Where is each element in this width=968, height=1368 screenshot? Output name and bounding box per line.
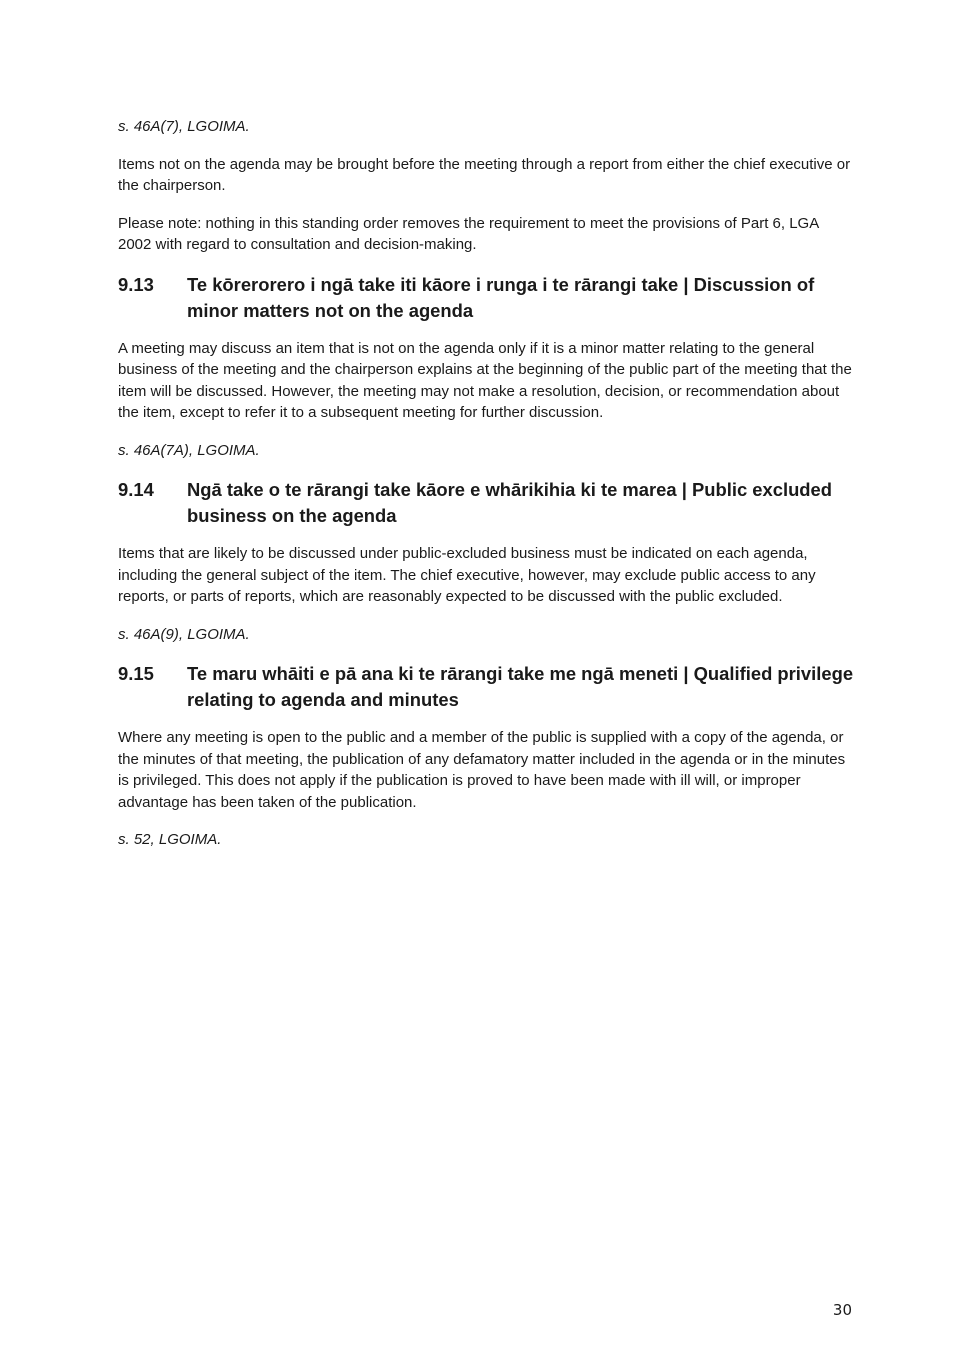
paragraph-public-excluded: Items that are likely to be discussed under public-excluded business must be indicated on each agenda, including the general subject of the item. The chief executive, however, may exclude public access to any reports, or parts of reports, which are reasonably expected to be discussed with the public excluded. bbox=[118, 545, 816, 605]
section-heading-9-15 bbox=[118, 661, 854, 713]
section-number: 9.14 bbox=[118, 479, 154, 500]
paragraph-minor-matters: A meeting may discuss an item that is not on the agenda only if it is a minor matter relating to the general business of the meeting and the chairperson explains at the beginning of the public part of the meeting that the item will be discussed. However, the meeting may not make a resolution, decision, or recommendation about the item, except to refer it to a subsequent meeting for further discussion. bbox=[118, 339, 852, 421]
section-heading-9-14 bbox=[118, 477, 854, 529]
section-title: Te maru whāiti e pā ana ki te rārangi take me ngā meneti | Qualified privilege relating to agenda and minutes bbox=[187, 663, 854, 710]
section-title: Te kōrerorero i ngā take iti kāore i runga i te rārangi take | Discussion of minor matters not on the agenda bbox=[187, 273, 815, 321]
citation-46a7: s. 46A(7), LGOIMA. bbox=[118, 118, 250, 135]
page-number: 30 bbox=[832, 1301, 852, 1319]
citation-46a9: s. 46A(9), LGOIMA. bbox=[118, 625, 250, 643]
section-number: 9.13 bbox=[118, 273, 154, 295]
paragraph-please-note: Please note: nothing in this standing order removes the requirement to meet the provisions of Part 6, LGA 2002 with regard to consultation and decision-making. bbox=[118, 214, 819, 253]
paragraph-items-not-on-agenda: Items not on the agenda may be brought before the meeting through a report from either the chief executive or the chairperson. bbox=[118, 155, 851, 194]
section-number: 9.15 bbox=[118, 663, 154, 684]
paragraph-qualified-privilege: Where any meeting is open to the public and a member of the public is supplied with a copy of the agenda, or the minutes of that meeting, the publication of any defamatory matter included in the agenda or in the minutes is privileged. This does not apply if the publication is proved to have been made with ill will, or improper advantage has been taken of the publication. bbox=[118, 729, 846, 811]
section-heading-9-13 bbox=[118, 272, 854, 324]
section-title: Ngā take o te rārangi take kāore e whārikihia ki te marea | Public excluded business on the agenda bbox=[187, 479, 833, 526]
citation-s52: s. 52, LGOIMA. bbox=[118, 831, 222, 848]
document-page bbox=[118, 116, 854, 867]
citation-46a7a: s. 46A(7A), LGOIMA. bbox=[118, 441, 260, 459]
